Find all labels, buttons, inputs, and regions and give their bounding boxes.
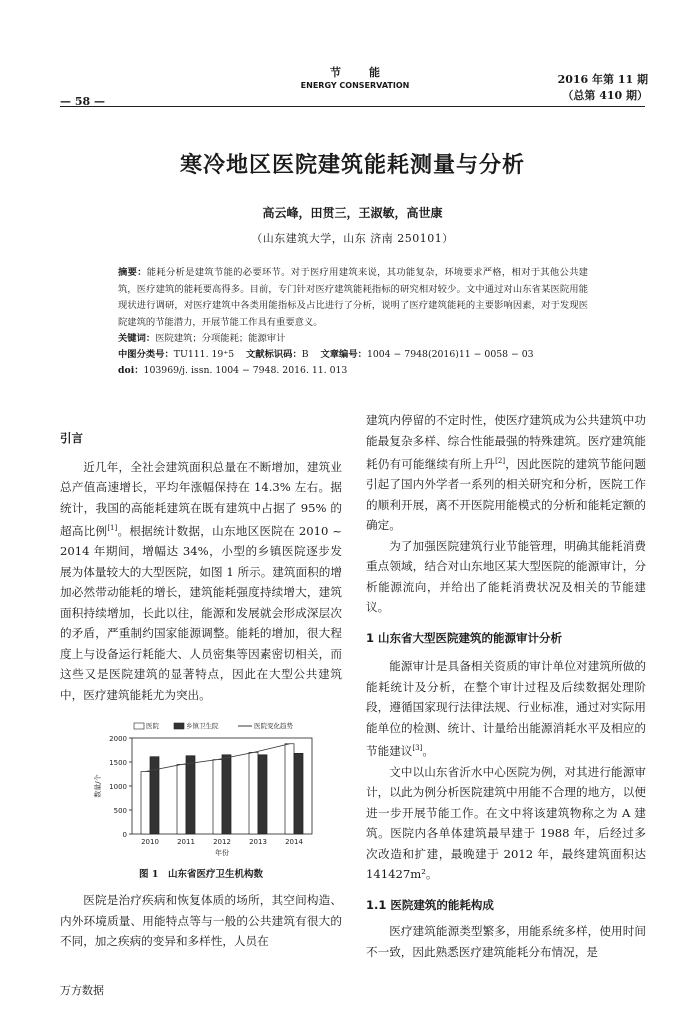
left-column xyxy=(60,428,342,705)
bar-township-2011 xyxy=(186,756,195,834)
classification-line: 中图分类号：TU111. 19⁺5 文献标识码：B 文章编号：1004 − 7948(2016)11 − 0058 − 03 xyxy=(118,349,534,360)
article-number: 1004 − 7948(2016)11 − 0058 − 03 xyxy=(366,349,534,360)
journal-name-cn: 节能 xyxy=(330,66,408,79)
energy-audit-paragraph: 能源审计是具备相关资质的审计单位对建筑所做的能耗统计及分析，在整个审计过程及后续数据处理阶段，遵循国家现行法律法规、行业标准，通过对实际用能单位的检测、统计、计量给出能源消耗水平及相应的节能建议[3]。 xyxy=(366,659,646,759)
citation-1: [1] xyxy=(107,524,118,532)
bar-township-2013 xyxy=(258,755,267,834)
composition-paragraph: 医疗建筑能源类型繁多，用能系统多样，使用时间不一致，因此熟悉医疗建筑能耗分布情况，是 xyxy=(366,924,646,959)
abstract-label: 摘要： xyxy=(118,267,147,278)
bar-hospital-2012 xyxy=(213,760,222,834)
bar-township-2012 xyxy=(222,755,231,834)
right-column xyxy=(366,410,646,962)
y-tick-label: 1000 xyxy=(109,783,127,791)
section-heading-1-1: 1.1 医院建筑的能耗构成 xyxy=(366,897,494,912)
page-number: — 58 — xyxy=(60,95,105,108)
abstract-body: 能耗分析是建筑节能的必要环节。对于医疗用建筑来说，其功能复杂，环境要求严格，相对于其他公共建筑，医疗建筑的能耗要高得多。目前，专门针对医疗建筑能耗指标的研究相对较少。文中通过对山东省某医院用能现状进行调研，对医疗建筑中各类用能指标及占比进行了分析，说明了医疗建筑能耗的主要影响因素，对于发现医院建筑的节能潜力，开展节能工作具有重要意义。 xyxy=(118,267,588,328)
bar-township-2014 xyxy=(294,753,303,834)
left-column-continued xyxy=(60,890,342,952)
figure-1-caption: 图 1 山东省医疗卫生机构数 xyxy=(139,869,263,880)
x-tick-label: 2012 xyxy=(213,838,231,846)
section-heading-1: 1 山东省大型医院建筑的能源审计分析 xyxy=(366,630,563,645)
paper-authors: 高云峰，田贯三，王淑敏，高世康 xyxy=(262,206,443,220)
doc-code: B xyxy=(301,349,309,360)
x-tick-label: 2014 xyxy=(285,838,303,846)
bar-township-2010 xyxy=(150,757,159,834)
keywords: 医院建筑；分项能耗；能源审计 xyxy=(155,333,286,344)
figure-1-chart xyxy=(88,714,328,862)
doi: 103969/j. issn. 1004 − 7948. 2016. 11. 013 xyxy=(143,365,348,376)
citation-3: [3] xyxy=(412,744,423,753)
clc-number: TU111. 19⁺5 xyxy=(173,349,235,360)
paragraph-continued: 建筑内停留的不定时性，使医疗建筑成为公共建筑中功能最复杂多样、综合性能最强的特殊建筑。医疗建筑能耗仍有可能继续有所上升[2]，因此医院的建筑节能问题引起了国内外学者一系列的相关研究和分析，医院工作的顺利开展，离不开医院用能模式的分析和能耗定额的确定。 xyxy=(366,413,646,533)
doi-line: doi：103969/j. issn. 1004 − 7948. 2016. 11. 013 xyxy=(118,365,348,376)
journal-header xyxy=(250,66,460,92)
journal-name-en: ENERGY CONSERVATION xyxy=(300,81,410,90)
purpose-paragraph: 为了加强医院建筑行业节能管理，明确其能耗消费重点领域，结合对山东地区某大型医院的能源审计，分析能源流向，并给出了能耗消费状况及相关的节能建议。 xyxy=(366,538,646,615)
paper-affiliation: （山东建筑大学，山东 济南 250101） xyxy=(251,232,454,245)
legend-label-trend: 医院变化趋势 xyxy=(254,722,293,730)
header-rule xyxy=(60,106,645,107)
bar-hospital-2010 xyxy=(141,772,150,834)
section-heading-intro: 引言 xyxy=(60,431,83,445)
x-tick-label: 2013 xyxy=(249,838,267,846)
y-axis-label: 数量/个 xyxy=(94,774,102,798)
y-tick-label: 2000 xyxy=(109,735,127,743)
issue-total: （总第 410 期） xyxy=(562,89,648,102)
bar-hospital-2013 xyxy=(249,752,258,834)
bar-hospital-2011 xyxy=(177,764,186,834)
y-tick-label: 500 xyxy=(113,807,127,815)
legend-label-township: 乡镇卫生院 xyxy=(186,722,219,730)
y-tick-label: 0 xyxy=(122,831,127,839)
keywords-line: 关键词：医院建筑；分项能耗；能源审计 xyxy=(118,333,286,344)
x-tick-label: 2011 xyxy=(177,838,195,846)
issue-year: 2016 年第 11 期 xyxy=(557,73,648,86)
abstract-block xyxy=(118,265,588,379)
y-tick-label: 1500 xyxy=(109,759,127,767)
abstract-text xyxy=(118,265,588,331)
intro-paragraph: 近几年，全社会建筑面积总量在不断增加，建筑业总产值高速增长，平均年涨幅保持在 14.3% 左右。据统计，我国的高能耗建筑在既有建筑中占据了 95% 的超高比例[1]。根据统计数据，山东地区医院在 2010 ~ 2014 年期间，增幅达 34%，小型的乡镇医院逐步发展为体量较大的大型医院，如图 1 所示。建筑面积的增加必然带动能耗的增长，建筑能耗强度持续增大，建筑面积持续增加，长此以往，能源和发展就会形成深层次的矛盾，严重制约国家能源调整。能耗的增加，很大程度上与设备运行耗能大、人员密集等因素密切相关，而这些又是医院建筑的显著特点，因此在大型公共建筑中，医疗建筑能耗尤为突出。 xyxy=(60,459,342,702)
hospital-paragraph: 医院是治疗疾病和恢复体质的场所，其空间构造、内外环境质量、用能特点等与一般的公共建筑有很大的不同，加之疾病的变异和多样性，人员在 xyxy=(60,893,342,948)
bar-hospital-2014 xyxy=(285,744,294,834)
case-study-paragraph: 文中以山东省沂水中心医院为例，对其进行能源审计，以此为例分析医院建筑中用能不合理的地方，以便进一步开展节能工作。在文中将该建筑物称之为 A 建筑。医院内各单体建筑最早建于 1988 年，后经过多次改造和扩建，最晚建于 2012 年，最终建筑面积达 141427m²。 xyxy=(366,764,646,882)
x-axis-label: 年份 xyxy=(215,849,229,857)
paper-title: 寒冷地区医院建筑能耗测量与分析 xyxy=(179,152,525,178)
legend-label-hospital: 医院 xyxy=(146,722,159,730)
bar-chart xyxy=(88,714,328,862)
footer-watermark: 万方数据 xyxy=(60,984,104,997)
legend-swatch-township xyxy=(174,723,184,729)
citation-2: [2] xyxy=(495,457,506,465)
x-tick-label: 2010 xyxy=(141,838,159,846)
issue-info xyxy=(540,72,648,104)
legend-swatch-hospital xyxy=(134,723,144,729)
